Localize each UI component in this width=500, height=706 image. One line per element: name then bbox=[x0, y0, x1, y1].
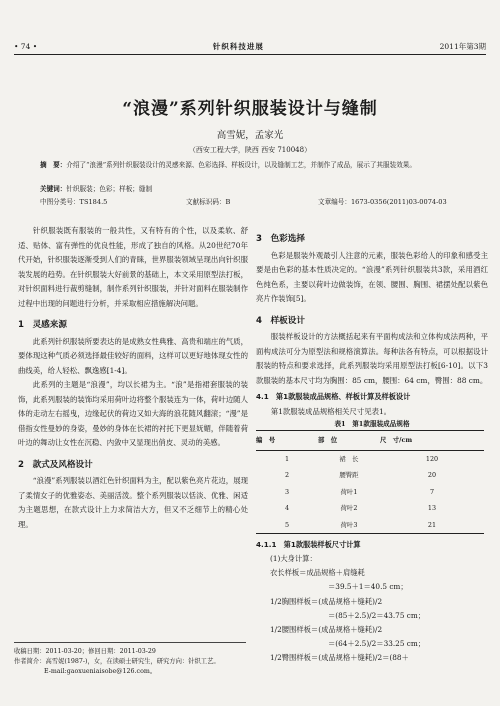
table-cell: 4 bbox=[284, 504, 290, 512]
body-paragraph: “浪漫”系列服装以酒红色针织面料为主，配以紫色亮片花边，展现了柔情女子的优雅姿态、美丽活泼。整个系列服装以恬淡、优雅、闲适为主题思想，在款式设计上力求简洁大方，但又不乏细节上的精心处理。 bbox=[18, 476, 248, 529]
table-row bbox=[256, 500, 484, 517]
section-heading: 4 样板设计 bbox=[256, 315, 305, 326]
keywords bbox=[40, 184, 468, 195]
affiliation: （西安工程大学，陕西 西安 710048） bbox=[188, 146, 312, 154]
table-row bbox=[256, 484, 484, 501]
table-row bbox=[256, 467, 484, 484]
article-title: “浪漫”系列针织服装设计与缝制 bbox=[122, 99, 378, 119]
keywords-label: 关键词： bbox=[40, 185, 67, 193]
article-number: 文章编号：1673-0356(2011)03-0074-03 bbox=[318, 198, 447, 206]
body-paragraph: 第1款服装成品规格相关尺寸见表1。 bbox=[270, 406, 392, 416]
calc-line: 1/2腰围样板＝(成品规格＋缝耗)/2 bbox=[270, 625, 383, 635]
abstract-label: 摘 要： bbox=[40, 161, 67, 169]
subsection-heading: 4.1 第1款服装成品规格、样板计算及样板设计 bbox=[256, 392, 411, 401]
table-row bbox=[256, 450, 484, 467]
table-cell: 荷叶3 bbox=[318, 517, 380, 534]
document-code: 文献标识码：B bbox=[186, 198, 231, 206]
table-cell: 1 bbox=[284, 454, 290, 463]
table-cell: 荷叶1 bbox=[340, 487, 358, 496]
abstract bbox=[40, 160, 468, 171]
footnote bbox=[14, 642, 246, 677]
journal-name: 针织科技进展 bbox=[212, 41, 264, 51]
received-date: 收稿日期：2011-03-20；修回日期：2011-03-29 bbox=[14, 648, 156, 655]
table-header-cell: 部 位 bbox=[318, 431, 380, 451]
running-header bbox=[14, 38, 486, 55]
authors: 高雪妮，孟家光 bbox=[216, 130, 284, 141]
table-cell: 120 bbox=[425, 454, 439, 463]
subsubsection-heading: 4.1.1 第1款服装样板尺寸计算 bbox=[256, 540, 361, 549]
table-cell: 2 bbox=[284, 471, 290, 479]
right-column bbox=[256, 232, 488, 666]
issue-label: 2011年第3期 bbox=[439, 41, 486, 51]
author-bio: 作者简介：高雪妮(1987-)，女，在读硕士研究生，研究方向：针织工艺。 bbox=[14, 658, 220, 665]
section-heading: 2 款式及风格设计 bbox=[18, 459, 93, 470]
table-cell: 3 bbox=[284, 487, 290, 496]
table-cell: 荷叶2 bbox=[340, 504, 358, 512]
author-email: E-mail:gaoxueniaisobe@126.com。 bbox=[44, 668, 157, 675]
left-column bbox=[18, 224, 248, 532]
calc-line: 1/2臀围样板＝(成品规格＋缝耗)/2＝(88＋ bbox=[270, 653, 409, 663]
table-cell: 21 bbox=[380, 517, 484, 534]
body-paragraph: 此系列的主题是“浪漫”，均以长裙为主。“浪”是指裙套服装的装饰，此系列服装的装饰均采用荷叶边将整个服装连为一体，荷叶边随人体的走动左右摇曳，边缘起伏的荷边又如大海的浪花随风翻滚；“漫”是借指女性曼妙的身姿，曼妙的身体在长裙的衬托下更显妩媚，伴随着荷叶边的舞动让女性在沉稳、内敛中又显现出俏皮、灵动的美感。 bbox=[18, 380, 248, 447]
table-caption: 表1 第1款服装成品规格 bbox=[334, 420, 410, 428]
table-cell: 腰臀距 bbox=[339, 471, 359, 479]
table-header-cell: 编 号 bbox=[256, 431, 318, 451]
calculation-block bbox=[256, 552, 488, 666]
clc-number: 中图分类号：TS184.5 bbox=[40, 198, 108, 206]
table-cell: 5 bbox=[256, 517, 318, 534]
table-header-row bbox=[256, 431, 484, 451]
spec-table bbox=[256, 430, 484, 534]
keywords-text: 针织服装；色彩；样板；缝制 bbox=[66, 185, 153, 193]
calc-line: ＝39.5＋1＝40.5 cm； bbox=[328, 582, 408, 592]
abstract-text: 介绍了“浪漫”系列针织服装设计的灵感来源、色彩选择、样板设计，以及缝制工艺，并制作了成品，展示了其服装效果。 bbox=[66, 161, 416, 169]
table-cell: 裙 长 bbox=[339, 454, 359, 463]
calc-line: (1)大身计算： bbox=[270, 554, 317, 563]
table-cell: 13 bbox=[427, 504, 437, 512]
calc-line: ＝(64＋2.5)/2＝33.25 cm； bbox=[328, 639, 426, 649]
calc-line: 1/2胸围样板＝(成品规格＋缝耗)/2 bbox=[270, 596, 383, 606]
calc-line: ＝(85＋2.5)/2＝43.75 cm； bbox=[328, 610, 426, 620]
body-paragraph: 此系列针织服装所要表达的是成熟女性典雅、高贵和端庄的气质，要体现这种气质必须选择最佳较好的面料，这样可以更好地体现女性的曲线美，给人轻松、飘逸感[1-4]。 bbox=[18, 336, 248, 375]
page-number: • 74 • bbox=[14, 41, 38, 51]
section-heading: 1 灵感来源 bbox=[18, 320, 67, 330]
body-paragraph: 服装样板设计的方法概括起来有平面构成法和立体构成法两种，平面构成法可分为原型法和规格演算法。每种法各有特点，可以根据设计服装的特点和要求选择，此系列服装均采用原型法打板[6-10]。以下3款服装的基本尺寸均为胸围：85 cm，腰围：64 cm，臀围：88 cm。 bbox=[256, 332, 488, 385]
table-header-cell: 尺 寸/cm bbox=[380, 431, 484, 451]
body-paragraph: 色彩是服装外观最引人注意的元素，服装色彩给人的印象和感受主要是由色彩的基本性质决定的。“浪漫”系列针织服装共3款，采用酒红色纯色系，主要以荷叶边做装饰，在领、腰围、胸围、裙摆处配以紫色亮片作装饰[5]。 bbox=[256, 250, 488, 303]
section-heading: 3 色彩选择 bbox=[256, 234, 305, 244]
table-cell: 7 bbox=[429, 487, 435, 496]
calc-line: 衣长样板＝成品规格＋肩缝耗 bbox=[270, 568, 365, 578]
table-row bbox=[256, 517, 484, 534]
intro-paragraph: 针织服装既有服装的一般共性，又有特有的个性，以及柔软、舒适、贴体、富有弹性的优良性能，形成了独自的风格。从20世纪70年代开始，针织服装逐渐受到人们的青睐，世界服装领域呈现出向针织服装发展的趋势。在针织服装大好前景的基础上，本文采用原型法打板，对针织面料进行裁剪缝制，制作系列针织服装，并针对面料在服装制作过程中出现的问题进行分析，并采取相应措施解决问题。 bbox=[18, 226, 248, 308]
table-cell: 20 bbox=[427, 471, 437, 479]
